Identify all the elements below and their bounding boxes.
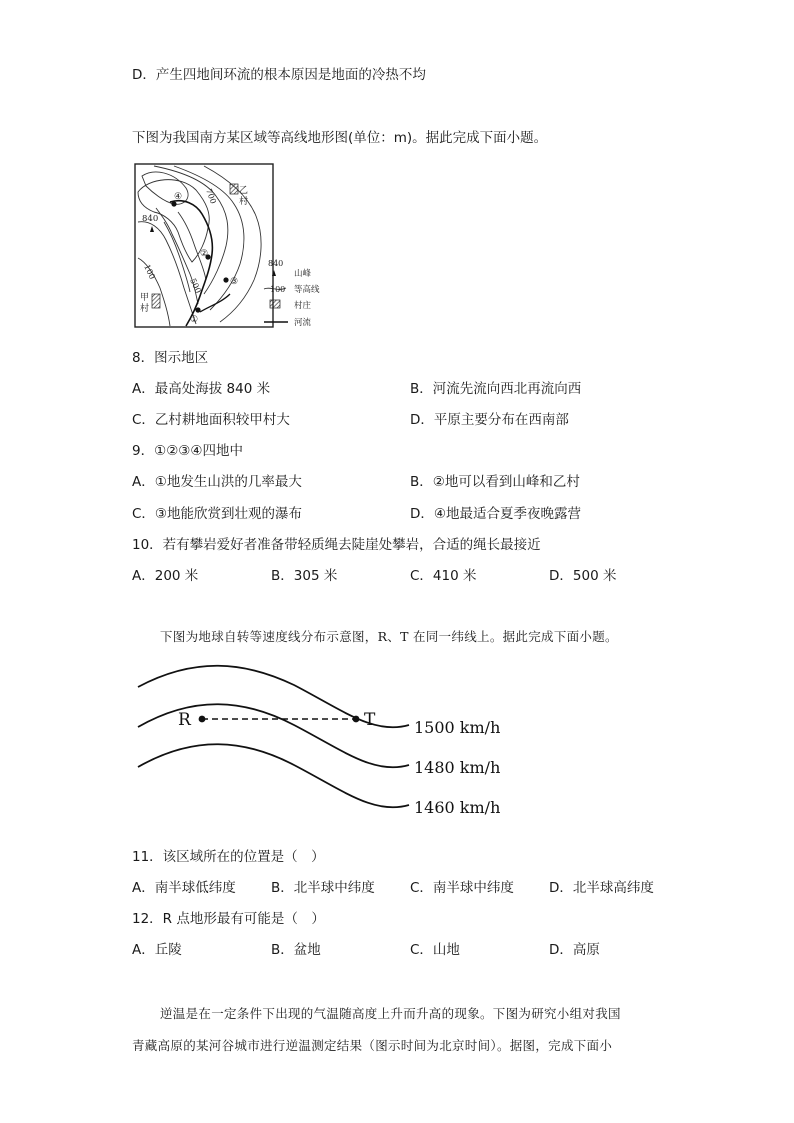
q11-stem: 11．该区域所在的位置是（ ） (132, 849, 325, 865)
village-yi-label-2: 村 (239, 197, 249, 207)
legend-river-label: 河流 (294, 318, 312, 328)
point-r-dot (199, 716, 206, 723)
q10-option-b[interactable]: B．305 米 (271, 568, 338, 584)
q10-option-d[interactable]: D．500 米 (549, 568, 617, 584)
q7-option-d: D．产生四地间环流的根本原因是地面的冷热不均 (132, 67, 426, 83)
q8-option-a[interactable]: A．最高处海拔 840 米 (132, 381, 271, 397)
q9-option-c[interactable]: C．③地能欣赏到壮观的瀑布 (132, 506, 303, 522)
point-dot (195, 307, 200, 312)
q9-option-d[interactable]: D．④地最适合夏季夜晚露营 (410, 506, 581, 522)
village-jia-label-1: 甲 (140, 293, 150, 303)
q9-option-b[interactable]: B．②地可以看到山峰和乙村 (410, 474, 580, 490)
legend-contour-value: 100 (270, 285, 286, 294)
q8-option-d[interactable]: D．平原主要分布在西南部 (410, 412, 569, 428)
q12-option-b[interactable]: B．盆地 (271, 942, 321, 958)
legend-peak-label: 山峰 (294, 269, 312, 279)
q10-option-c[interactable]: C．410 米 (410, 568, 477, 584)
q8-stem: 8．图示地区 (132, 350, 209, 366)
point-dot (171, 201, 176, 206)
speed-line-1460 (138, 744, 409, 807)
contour-line (154, 166, 228, 294)
point-4-label: ④ (174, 192, 183, 202)
q9-stem: 9．①②③④四地中 (132, 443, 243, 459)
point-2-label: ② (200, 249, 209, 259)
village-jia-label-2: 村 (140, 304, 150, 314)
legend-village-label: 村庄 (294, 301, 312, 311)
legend-contour-label: 等高线 (294, 285, 320, 295)
contour-line (178, 212, 209, 280)
rotation-speed-map (134, 655, 514, 830)
q11-option-a[interactable]: A．南半球低纬度 (132, 880, 236, 896)
contour-line (138, 258, 170, 326)
q8-option-b[interactable]: B．河流先流向西北再流向西 (410, 381, 582, 397)
contour-label-100: 100 (142, 263, 157, 281)
contour-label-700: 700 (204, 187, 218, 206)
contour-line (156, 208, 198, 304)
q9-option-a[interactable]: A．①地发生山洪的几率最大 (132, 474, 302, 490)
legend-village-icon (270, 300, 280, 308)
q10-option-a[interactable]: A．200 米 (132, 568, 199, 584)
inversion-intro-line-2: 青藏高原的某河谷城市进行逆温测定结果（图示时间为北京时间）。据图，完成下面小 (132, 1038, 613, 1053)
peak-icon (150, 226, 154, 232)
q8-option-c[interactable]: C．乙村耕地面积较甲村大 (132, 412, 290, 428)
point-r-label: R (178, 710, 191, 730)
q12-option-c[interactable]: C．山地 (410, 942, 460, 958)
point-dot (223, 277, 228, 282)
q12-option-a[interactable]: A．丘陵 (132, 942, 182, 958)
point-t-dot (353, 716, 360, 723)
contour-intro: 下图为我国南方某区域等高线地形图(单位：m)。据此完成下面小题。 (132, 130, 548, 146)
point-3-label: ③ (230, 277, 239, 287)
contour-line (164, 222, 190, 292)
q11-option-b[interactable]: B．北半球中纬度 (271, 880, 375, 896)
peak-label-840: 840 (142, 214, 159, 224)
q11-option-d[interactable]: D．北半球高纬度 (549, 880, 654, 896)
river-branch (200, 294, 230, 312)
speed-label-1500: 1500 km/h (414, 718, 501, 737)
q12-option-d[interactable]: D．高原 (549, 942, 600, 958)
point-1-label: ① (190, 315, 199, 325)
speed-label-1480: 1480 km/h (414, 758, 501, 777)
q10-stem: 10．若有攀岩爱好者准备带轻质绳去陡崖处攀岩，合适的绳长最接近 (132, 537, 541, 553)
village-yi-label-1: 乙 (239, 186, 249, 196)
contour-label-500: 500 (188, 277, 203, 295)
village-icon (152, 294, 160, 308)
q11-option-c[interactable]: C．南半球中纬度 (410, 880, 514, 896)
contour-map (134, 162, 474, 334)
speed-label-1460: 1460 km/h (414, 798, 501, 817)
point-t-label: T (364, 710, 376, 730)
legend-peak-value: 840 (268, 259, 284, 268)
inversion-intro-line-1: 逆温是在一定条件下出现的气温随高度上升而升高的现象。下图为研究小组对我国 (160, 1006, 621, 1021)
q12-stem: 12．R 点地形最有可能是（ ） (132, 911, 325, 927)
speed-intro: 下图为地球自转等速度线分布示意图，R、T 在同一纬线上。据此完成下面小题。 (160, 629, 618, 644)
village-icon (230, 184, 238, 194)
